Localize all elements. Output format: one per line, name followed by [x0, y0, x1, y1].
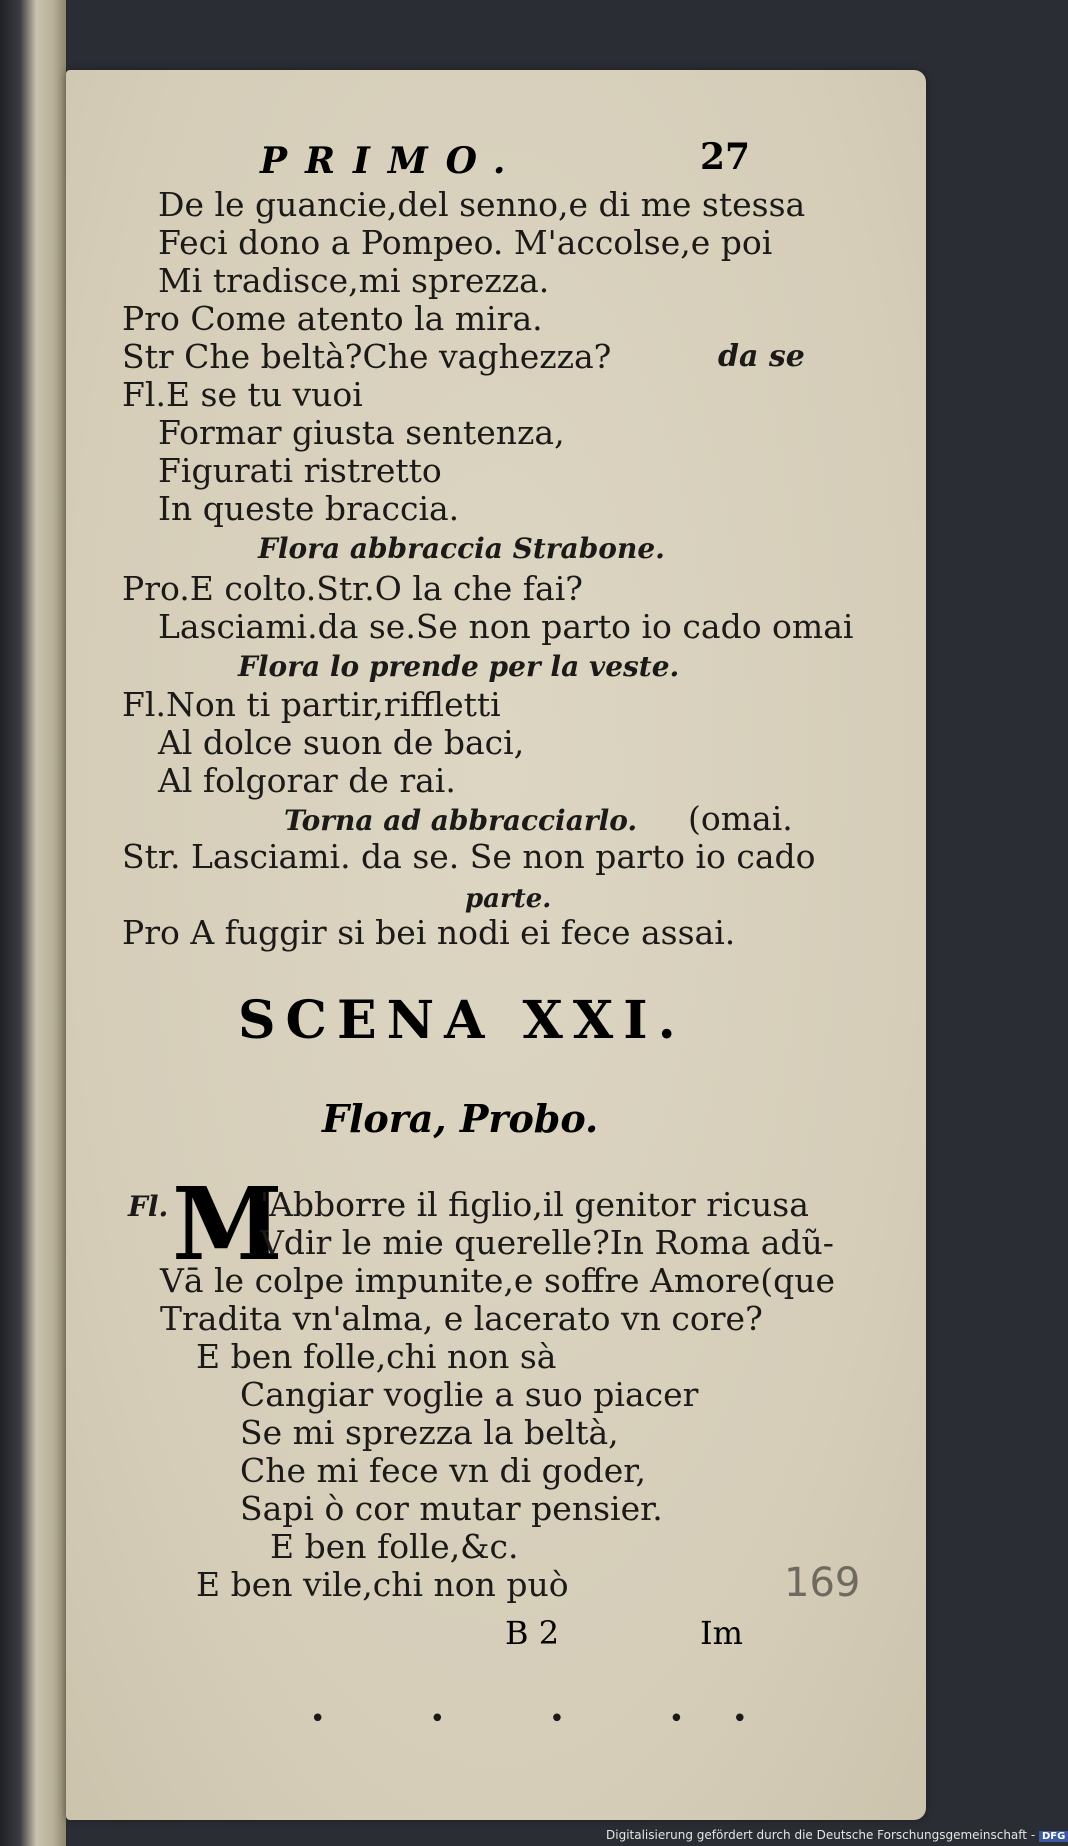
- text-line: Se mi sprezza la beltà,: [240, 1413, 619, 1452]
- stage-direction-aside: da se: [718, 339, 805, 374]
- pencil-note: 169: [784, 1560, 861, 1606]
- text-line: Pro.E colto.Str.O la che fai?: [122, 569, 583, 608]
- text-line: Fl.E se tu vuoi: [122, 375, 363, 414]
- running-title: PRIMO.: [260, 140, 524, 182]
- credit-text: Digitalisierung gefördert durch die Deutsche Forschungsgemeinschaft -: [606, 1828, 1036, 1842]
- text-line: E ben vile,chi non può: [196, 1565, 569, 1604]
- text-line: Str. Lasciami. da se. Se non parto io cado: [122, 837, 816, 876]
- stage-direction: Torna ad abbracciarlo.: [284, 804, 638, 837]
- stage-direction: parte.: [465, 884, 552, 914]
- book-binding: [0, 0, 66, 1846]
- text-line: Vā le colpe impunite,e soffre Amore(que: [160, 1261, 836, 1300]
- text-line: In queste braccia.: [158, 489, 460, 528]
- drop-cap: M: [172, 1165, 283, 1283]
- scene-title: SCENA XXI.: [238, 990, 686, 1051]
- text-line: Cangiar voglie a suo piacer: [240, 1375, 699, 1414]
- catchword: Im: [700, 1614, 743, 1652]
- text-line: Sapi ò cor mutar pensier.: [240, 1489, 663, 1528]
- decorative-dots: • • • ••: [310, 1704, 796, 1734]
- text-line: Al folgorar de rai.: [158, 761, 456, 800]
- digitization-credit: [606, 1828, 1068, 1842]
- stage-direction: Flora lo prende per la veste.: [238, 650, 680, 683]
- text-line: Pro A fuggir si bei nodi ei fece assai.: [122, 913, 736, 952]
- text-line: Feci dono a Pompeo. M'accolse,e poi: [158, 223, 773, 262]
- text-line: Figurati ristretto: [158, 451, 442, 490]
- text-line: Lasciami.da se.Se non parto io cado omai: [158, 607, 854, 646]
- page-number: 27: [700, 136, 751, 178]
- text-line: Che mi fece vn di goder,: [240, 1451, 646, 1490]
- speaker-label: Fl.: [128, 1190, 169, 1223]
- text-line: E ben folle,&c.: [270, 1527, 519, 1566]
- text-line: Vdir le mie querelle?In Roma adũ-: [260, 1223, 834, 1262]
- text-line: Al dolce suon de baci,: [158, 723, 525, 762]
- text-line: Fl.Non ti partir,riffletti: [122, 685, 501, 724]
- text-line: E ben folle,chi non sà: [196, 1337, 557, 1376]
- text-line: Pro Come atento la mira.: [122, 299, 543, 338]
- text-line-overflow: (omai.: [688, 799, 793, 838]
- stage-direction: Flora abbraccia Strabone.: [258, 532, 665, 565]
- dfg-logo: DFG: [1039, 1831, 1068, 1842]
- text-line: Formar giusta sentenza,: [158, 413, 565, 452]
- text-line: Mi tradisce,mi sprezza.: [158, 261, 550, 300]
- scene-persons: Flora, Probo.: [322, 1096, 599, 1141]
- text-line: 'Abborre il figlio,il genitor ricusa: [260, 1185, 809, 1224]
- text-line: De le guancie,del senno,e di me stessa: [158, 185, 806, 224]
- signature-mark: B 2: [505, 1614, 560, 1652]
- text-line: Str Che beltà?Che vaghezza?: [122, 337, 612, 376]
- text-line: Tradita vn'alma, e lacerato vn core?: [160, 1299, 763, 1338]
